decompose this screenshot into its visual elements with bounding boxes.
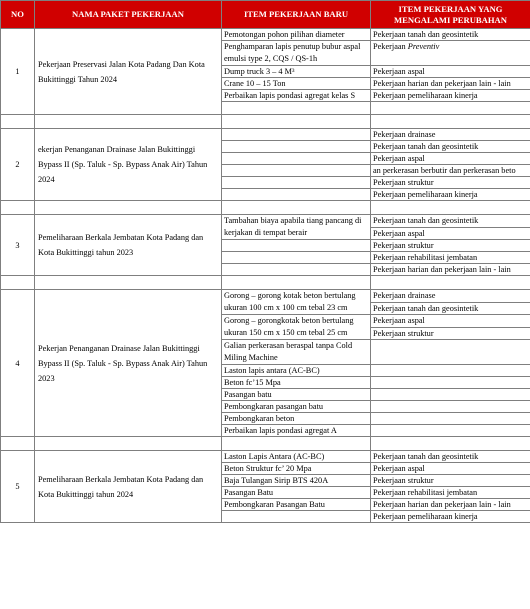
new-item: Tambahan biaya apabila tiang pancang di kerjakan di tempat berair bbox=[222, 215, 371, 240]
new-item: Galian perkerasan beraspal tanpa Cold Miling Machine bbox=[222, 340, 371, 365]
changed-item: Pekerjaan harian dan pekerjaan lain - lain bbox=[371, 264, 530, 276]
changed-item: Pekerjaan struktur bbox=[371, 177, 530, 189]
table-header-row bbox=[1, 1, 530, 29]
row-no: 3 bbox=[1, 215, 35, 276]
changed-item: Pekerjaan aspal bbox=[371, 66, 530, 78]
empty-cell bbox=[222, 511, 371, 523]
changed-item: Pekerjaan rehabilitasi jembatan bbox=[371, 252, 530, 264]
new-item: Perbaikan lapis pondasi agregat A bbox=[222, 425, 371, 437]
new-item: Beton fc’15 Mpa bbox=[222, 377, 371, 389]
header-no: NO bbox=[1, 1, 35, 29]
new-item: Beton Struktur fc’ 20 Mpa bbox=[222, 463, 371, 475]
table-row bbox=[1, 290, 530, 303]
new-item: Pemotongan pohon pilihan diameter bbox=[222, 29, 371, 41]
new-item: Perbaikan lapis pondasi agregat kelas S bbox=[222, 90, 371, 102]
new-item: Gorong – gorong kotak beton bertulang ukuran 100 cm x 100 cm tebal 23 cm bbox=[222, 290, 371, 315]
package-name: Pemeliharaan Berkala Jembatan Kota Padang dan Kota Bukittinggi tahun 2023 bbox=[35, 215, 222, 276]
spacer-row bbox=[1, 437, 530, 451]
package-name: Pekerjan Penanganan Drainase Jalan Bukittinggi Bypass II (Sp. Taluk - Sp. Bypass Anak Air) Tahun 2023 bbox=[35, 290, 222, 437]
new-item: Pasangan Batu bbox=[222, 487, 371, 499]
changed-item: Pekerjaan aspal bbox=[371, 315, 530, 328]
changed-item: Pekerjaan pemeliharaan kinerja bbox=[371, 511, 530, 523]
new-item: Pasangan batu bbox=[222, 389, 371, 401]
empty-cell bbox=[371, 365, 530, 377]
empty-cell bbox=[371, 340, 530, 365]
changed-item: Pekerjaan tanah dan geosintetik bbox=[371, 451, 530, 463]
row-no: 5 bbox=[1, 451, 35, 523]
changed-item: Pekerjaan rehabilitasi jembatan bbox=[371, 487, 530, 499]
empty-cell bbox=[371, 425, 530, 437]
empty-cell bbox=[222, 240, 371, 252]
changed-item: Pekerjaan tanah dan geosintetik bbox=[371, 141, 530, 153]
changed-item: Pekerjaan Preventiv bbox=[371, 41, 530, 66]
header-item-baru: ITEM PEKERJAAN BARU bbox=[222, 1, 371, 29]
header-item-ubah: ITEM PEKERJAAN YANG MENGALAMI PERUBAHAN bbox=[371, 1, 530, 29]
empty-cell bbox=[222, 252, 371, 264]
new-item: Laston lapis antara (AC-BC) bbox=[222, 365, 371, 377]
spacer-row bbox=[1, 276, 530, 290]
package-name: Pekerjaan Preservasi Jalan Kota Padang Dan Kota Bukittinggi Tahun 2024 bbox=[35, 29, 222, 115]
row-no: 2 bbox=[1, 129, 35, 201]
table-row bbox=[1, 129, 530, 141]
changed-item: Pekerjaan aspal bbox=[371, 227, 530, 240]
changed-item: Pekerjaan aspal bbox=[371, 153, 530, 165]
new-item: Laston Lapis Antara (AC-BC) bbox=[222, 451, 371, 463]
package-name: Pemeliharaan Berkala Jembatan Kota Padang dan Kota Bukittinggi tahun 2024 bbox=[35, 451, 222, 523]
empty-cell bbox=[371, 377, 530, 389]
table-row bbox=[1, 29, 530, 41]
changed-item: an perkerasan berbutir dan perkerasan beto bbox=[371, 165, 530, 177]
changed-item: Pekerjaan struktur bbox=[371, 240, 530, 252]
empty-cell bbox=[371, 102, 530, 115]
changed-item: Pekerjaan drainase bbox=[371, 129, 530, 141]
empty-cell bbox=[371, 401, 530, 413]
changed-item: Pekerjaan struktur bbox=[371, 475, 530, 487]
empty-cell bbox=[222, 264, 371, 276]
changed-item: Pekerjaan harian dan pekerjaan lain - lain bbox=[371, 78, 530, 90]
changed-item: Pekerjaan harian dan pekerjaan lain - lain bbox=[371, 499, 530, 511]
new-item: Pembongkaran pasangan batu bbox=[222, 401, 371, 413]
empty-cell bbox=[222, 153, 371, 165]
table-row bbox=[1, 451, 530, 463]
new-item: Pembongkaran beton bbox=[222, 413, 371, 425]
row-no: 1 bbox=[1, 29, 35, 115]
row-no: 4 bbox=[1, 290, 35, 437]
new-item: Dump truck 3 – 4 M³ bbox=[222, 66, 371, 78]
changed-item: Pekerjaan aspal bbox=[371, 463, 530, 475]
empty-cell bbox=[222, 189, 371, 201]
empty-cell bbox=[371, 389, 530, 401]
new-item: Crane 10 – 15 Ton bbox=[222, 78, 371, 90]
empty-cell bbox=[222, 177, 371, 189]
empty-cell bbox=[371, 413, 530, 425]
header-paket: NAMA PAKET PEKERJAAN bbox=[35, 1, 222, 29]
table-row bbox=[1, 215, 530, 228]
new-item: Baja Tulangan Sirip BTS 420A bbox=[222, 475, 371, 487]
empty-cell bbox=[222, 165, 371, 177]
changed-item: Pekerjaan tanah dan geosintetik bbox=[371, 215, 530, 228]
package-name: ekerjan Penanganan Drainase Jalan Bukittinggi Bypass II (Sp. Taluk - Sp. Bypass Anak Air) Tahun 2024 bbox=[35, 129, 222, 201]
spacer-row bbox=[1, 115, 530, 129]
empty-cell bbox=[222, 141, 371, 153]
changed-item: Pekerjaan tanah dan geosintetik bbox=[371, 302, 530, 315]
empty-cell bbox=[222, 129, 371, 141]
changed-item: Pekerjaan struktur bbox=[371, 327, 530, 340]
new-item: Gorong – gorongkotak beton bertulang ukuran 150 cm x 150 cm tebal 25 cm bbox=[222, 315, 371, 340]
spacer-row bbox=[1, 201, 530, 215]
changed-item: Pekerjaan pemeliharaan kinerja bbox=[371, 90, 530, 102]
empty-cell bbox=[222, 102, 371, 115]
changed-item: Pekerjaan drainase bbox=[371, 290, 530, 303]
changed-item: Pekerjaan pemeliharaan kinerja bbox=[371, 189, 530, 201]
new-item: Pembongkaran Pasangan Batu bbox=[222, 499, 371, 511]
changed-item: Pekerjaan tanah dan geosintetik bbox=[371, 29, 530, 41]
new-item: Penghamparan lapis penutup bubur aspal emulsi type 2, CQS / QS-1h bbox=[222, 41, 371, 66]
